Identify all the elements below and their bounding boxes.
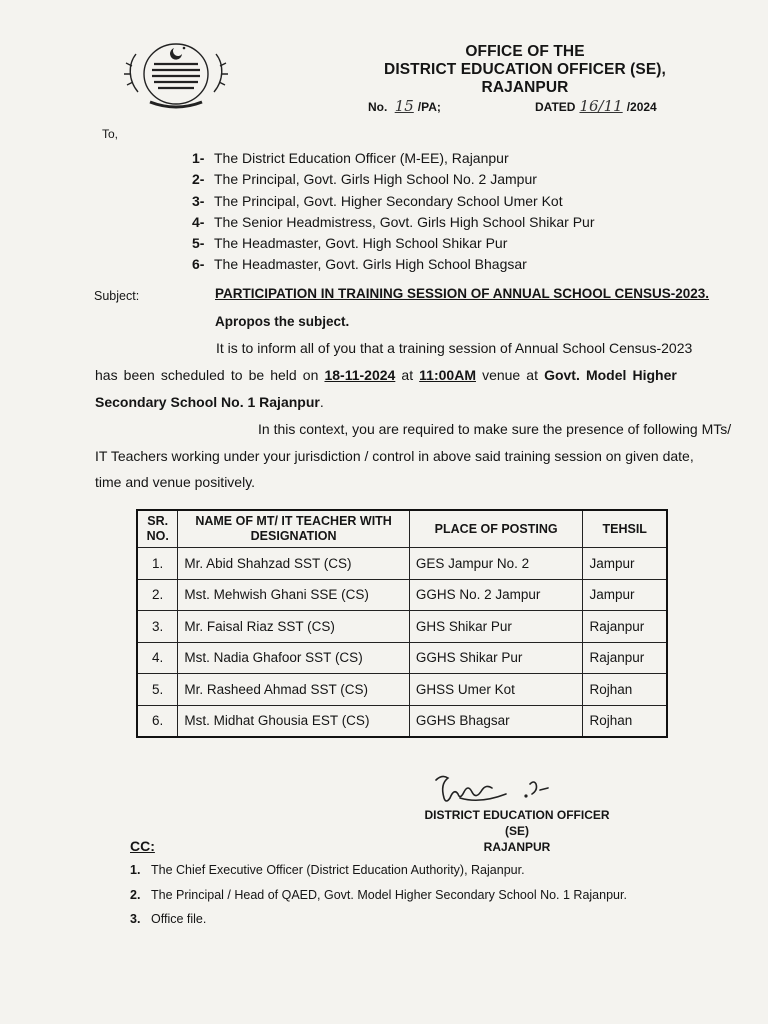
body-paragraph2-line2: IT Teachers working under your jurisdiction / control in above said training session on given date, [95, 448, 694, 464]
addressee-item [192, 254, 594, 275]
cc-number: 1. [130, 863, 141, 877]
dated-value: 16/11 [579, 97, 623, 115]
header-sr-line2: NO. [146, 529, 169, 543]
text-run: . [319, 394, 324, 410]
addressee-text: The District Education Officer (M-EE), Rajanpur [214, 150, 509, 166]
addressee-number: 4- [192, 213, 205, 230]
body-paragraph2-line1: In this context, you are required to make sure the presence of following MTs/ [258, 421, 732, 437]
reference-number-label: No. [368, 100, 388, 114]
cell-place: GHSS Umer Kot [409, 674, 583, 706]
session-venue-part1: Govt. Model Higher [544, 367, 677, 383]
addressee-number: 2- [192, 171, 205, 188]
cell-tehsil: Jampur [583, 548, 667, 580]
addressee-text: The Headmaster, Govt. Girls High School Bhagsar [214, 256, 527, 273]
reference-number-value: 15 [394, 97, 414, 115]
cell-place: GES Jampur No. 2 [409, 548, 583, 580]
cc-number: 3. [130, 912, 141, 926]
cc-item [130, 907, 627, 932]
addressee-text: The Principal, Govt. Girls High School No. 2 Jampur [214, 171, 537, 188]
text-run: at [395, 367, 420, 383]
cc-item [130, 858, 627, 883]
addressee-number: 3- [192, 192, 205, 209]
letter-date [535, 97, 657, 115]
cell-place: GGHS No. 2 Jampur [409, 579, 583, 611]
cell-place: GGHS Bhagsar [409, 705, 583, 737]
cell-name: Mr. Faisal Riaz SST (CS) [178, 611, 409, 643]
punjab-emblem-icon [120, 36, 232, 116]
signatory-block [418, 807, 616, 855]
table-row [137, 642, 667, 674]
addressee-number: 6- [192, 256, 205, 273]
cell-sr: 2. [137, 579, 178, 611]
cell-tehsil: Rojhan [583, 674, 667, 706]
addressee-number: 5- [192, 235, 205, 252]
cc-list [130, 858, 627, 932]
cell-place: GGHS Shikar Pur [409, 642, 583, 674]
session-date: 18-11-2024 [324, 367, 396, 383]
cell-sr: 3. [137, 611, 178, 643]
subject-text: PARTICIPATION IN TRAINING SESSION OF ANNUAL SCHOOL CENSUS-2023. [215, 286, 710, 301]
addressee-item [192, 212, 594, 233]
addressee-item [192, 148, 594, 169]
cell-sr: 4. [137, 642, 178, 674]
addressee-text: The Headmaster, Govt. High School Shikar Pur [214, 235, 508, 252]
reference-number-suffix: /PA; [417, 100, 441, 114]
cc-label: CC: [130, 838, 155, 854]
table-row [137, 579, 667, 611]
cell-place: GHS Shikar Pur [409, 611, 583, 643]
session-venue-part2: Secondary School No. 1 Rajanpur [95, 394, 320, 410]
header-name [178, 510, 409, 548]
cc-text: Office file. [151, 912, 207, 926]
office-title-line1: OFFICE OF THE [465, 43, 585, 60]
signature-scribble [430, 770, 550, 810]
cell-sr: 5. [137, 674, 178, 706]
cell-tehsil: Rajanpur [583, 642, 667, 674]
addressee-item [192, 233, 594, 254]
cell-sr: 1. [137, 548, 178, 580]
office-title-line3: RAJANPUR [481, 79, 569, 96]
header-sr-line1: SR. [147, 514, 169, 528]
table-header-row [137, 510, 667, 548]
cell-name: Mst. Midhat Ghousia EST (CS) [178, 705, 409, 737]
cell-name: Mr. Abid Shahzad SST (CS) [178, 548, 409, 580]
header-name-line1: NAME OF MT/ IT TEACHER WITH [195, 514, 392, 528]
header-place: PLACE OF POSTING [409, 510, 583, 548]
cell-tehsil: Rajanpur [583, 611, 667, 643]
cc-number: 2. [130, 887, 141, 902]
header-name-line2: DESIGNATION [250, 529, 337, 543]
table-row [137, 674, 667, 706]
reference-number [368, 97, 441, 115]
header-sr [137, 510, 178, 548]
cell-name: Mst. Mehwish Ghani SSE (CS) [178, 579, 409, 611]
dated-year: /2024 [626, 100, 657, 114]
body-paragraph1-line1: It is to inform all of you that a training session of Annual School Census-2023 [216, 340, 693, 356]
cell-name: Mst. Nadia Ghafoor SST (CS) [178, 642, 409, 674]
body-paragraph1-line3 [95, 394, 324, 410]
table-row [137, 611, 667, 643]
body-paragraph1-line2 [95, 367, 677, 383]
text-run: has been scheduled to be held on [95, 367, 325, 383]
cell-name: Mr. Rasheed Ahmad SST (CS) [178, 674, 409, 706]
cell-tehsil: Jampur [583, 579, 667, 611]
addressee-text: The Principal, Govt. Higher Secondary School Umer Kot [214, 192, 563, 209]
cell-sr: 6. [137, 705, 178, 737]
addressee-item [192, 191, 594, 212]
session-time: 11:00AM [419, 367, 476, 383]
subject-label: Subject: [94, 289, 140, 303]
dated-label: DATED [535, 100, 576, 114]
addressee-item [192, 169, 594, 190]
text-run: venue at [475, 367, 545, 383]
to-label: To, [102, 127, 119, 141]
table-row [137, 548, 667, 580]
addressee-number: 1- [192, 150, 205, 166]
signatory-location: RAJANPUR [483, 840, 551, 854]
cc-text: The Principal / Head of QAED, Govt. Model Higher Secondary School No. 1 Rajanpur. [151, 887, 627, 902]
cc-item [130, 883, 627, 908]
signatory-title: DISTRICT EDUCATION OFFICER (SE) [424, 808, 610, 838]
body-paragraph2-line3: time and venue positively. [95, 474, 256, 490]
addressee-text: The Senior Headmistress, Govt. Girls High School Shikar Pur [214, 213, 595, 230]
header-tehsil: TEHSIL [583, 510, 667, 548]
addressee-list [192, 148, 594, 276]
cc-text: The Chief Executive Officer (District Education Authority), Rajanpur. [151, 863, 525, 877]
office-title-line2: DISTRICT EDUCATION OFFICER (SE), [384, 61, 666, 78]
cell-tehsil: Rojhan [583, 705, 667, 737]
teachers-table [136, 509, 668, 738]
apropos-line: Apropos the subject. [215, 314, 350, 329]
office-title [360, 43, 690, 97]
table-row [137, 705, 667, 737]
